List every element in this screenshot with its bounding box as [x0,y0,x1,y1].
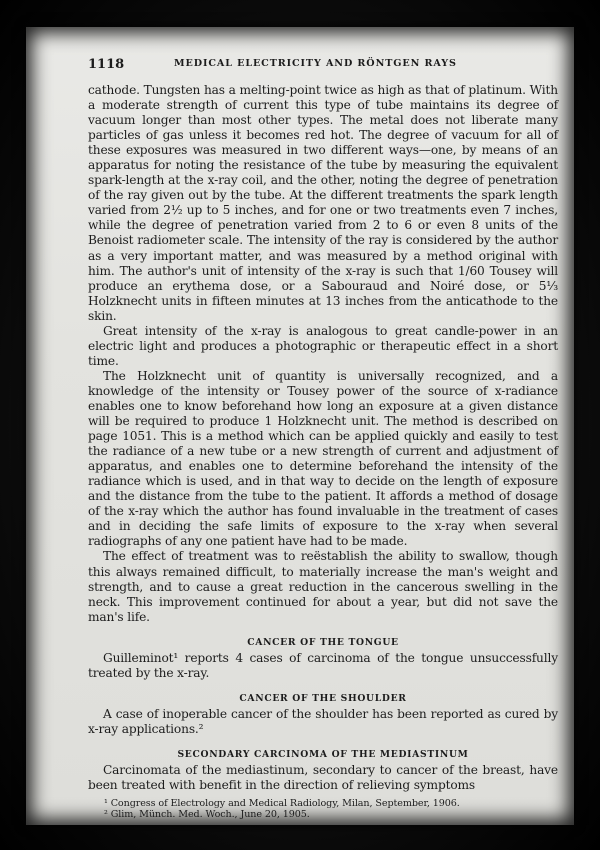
paragraph-3: The Holzknecht unit of quantity is universally recognized, and a knowledge of the intensity or Tousey power of the source of x-radiance enables one to know beforehand how long an exposure at a given distance will be required to produce 1 Holzknecht unit. The method is described on page 1051. This is a method which can be applied quickly and easily to test the radiance of a new tube or a new strength of current and adjustment of apparatus, and enables one to determine beforehand the intensity of the radiance which is used, and in that way to decide on the length of exposure and the distance from the tube to the patient. It affords a method of dosage of the x-ray which the author has found invaluable in the treatment of cases and in deciding the safe limits of exposure to the x-ray when several radiographs of any one patient have had to be made. [88,368,558,549]
paragraph-4: The effect of treatment was to reëstablish the ability to swallow, though this always remained difficult, to materially increase the man's weight and strength, and to cause a great reduction in the cancerous swelling in the neck. This improvement continued for about a year, but did not save the man's life. [88,549,558,624]
page-header [88,57,558,73]
section-text-shoulder: A case of inoperable cancer of the shoulder has been reported as cured by x-ray applications.² [88,706,558,736]
section-title-shoulder: CANCER OF THE SHOULDER [239,692,407,704]
running-head: MEDICAL ELECTRICITY AND RÖNTGEN RAYS [174,58,457,69]
body-text [88,83,558,820]
section-title-tongue: CANCER OF THE TONGUE [247,636,399,648]
section-text-mediastinum: Carcinomata of the mediastinum, secondary to cancer of the breast, have been treated with benefit in the direction of relieving symptoms [88,762,558,792]
paragraph-1: cathode. Tungsten has a melting-point twice as high as that of platinum. With a moderate strength of current this type of tube maintains its degree of vacuum longer than most other types. The metal does not liberate many particles of gas unless it becomes red hot. The degree of vacuum for all of these exposures was measured in two different ways—one, by means of an apparatus for noting the resistance of the tube by measuring the equivalent spark-length at the x-ray coil, and the other, noting the degree of penetration of the ray given out by the tube. At the different treatments the spark length varied from 2½ up to 5 inches, and for one or two treatments even 7 inches, while the degree of penetration varied from 2 to 6 or even 8 units of the Benoist radiometer scale. The intensity of the ray is considered by the author as a very important matter, and was measured by a method original with him. The author's unit of intensity of the x-ray is such that 1/60 Tousey will produce an erythema dose, or a Sabouraud and Noiré dose, or 5⅓ Holzknecht units in fifteen minutes at 13 inches from the anticathode to the skin. [88,83,558,323]
book-page [26,27,574,825]
footnote-2: ² Glim, Münch. Med. Woch., June 20, 1905. [104,808,310,820]
section-text-tongue: Guilleminot¹ reports 4 cases of carcinoma of the tongue unsuccessfully treated by the x-ray. [88,650,558,680]
page-content [88,57,558,820]
page-number: 1118 [88,57,125,72]
footnote-1: ¹ Congress of Electrology and Medical Radiology, Milan, September, 1906. [104,797,460,809]
paragraph-2: Great intensity of the x-ray is analogous to great candle-power in an electric light and produces a photographic or therapeutic effect in a short time. [88,323,558,368]
section-title-mediastinum: SECONDARY CARCINOMA OF THE MEDIASTINUM [177,748,469,760]
footnotes [88,798,558,820]
